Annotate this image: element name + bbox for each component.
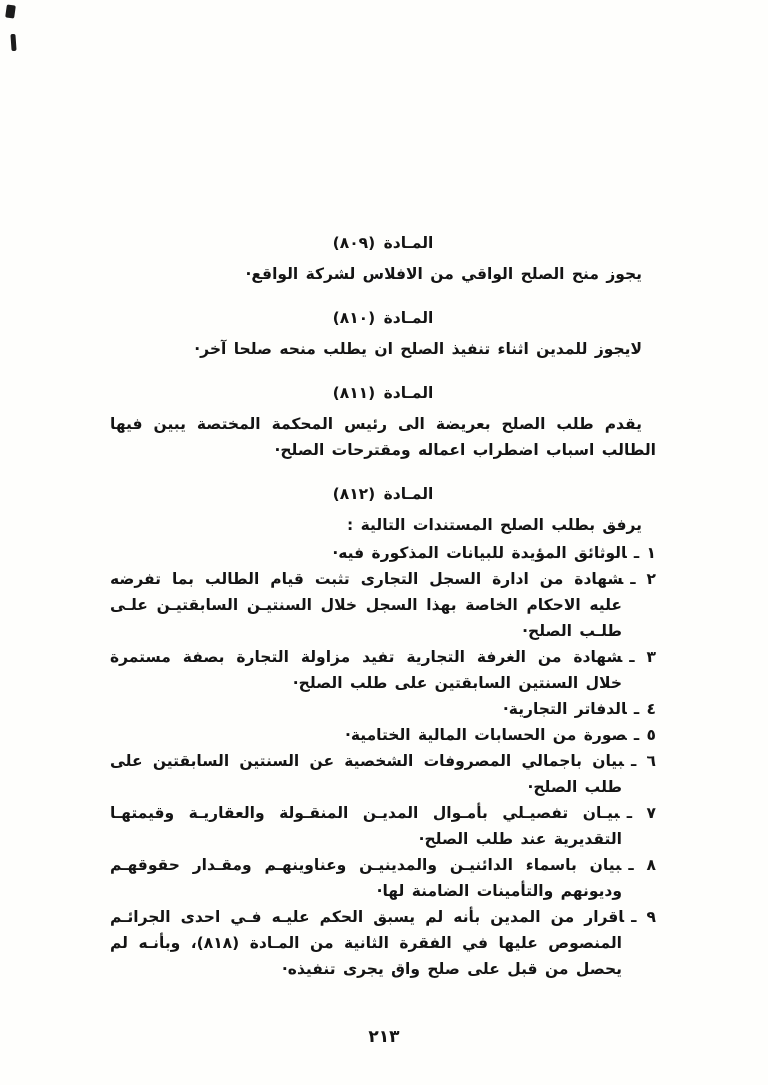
list-item <box>110 696 656 722</box>
list-item <box>110 748 656 800</box>
list-item-number: ٦ ـ <box>630 752 656 770</box>
list-item-number: ٥ ـ <box>633 726 656 744</box>
list-item <box>110 722 656 748</box>
list-item-number: ٣ ـ <box>629 648 656 666</box>
list-item-number: ٩ ـ <box>631 908 656 926</box>
article-paragraph: يجوز منح الصلح الواقي من الافلاس لشركة الواقع· <box>245 265 642 283</box>
list-item-text: الدفاتر التجارية· <box>502 700 627 718</box>
article-heading: المـادة (٨١٢) <box>332 485 434 503</box>
list-item <box>110 644 656 696</box>
list-item-text: بيان باجمالي المصروفات الشخصية عن السنتين السابقتين على طلب الصلح· <box>110 752 624 796</box>
article-811 <box>110 384 656 463</box>
list-item <box>110 566 656 644</box>
article-810 <box>110 309 656 362</box>
list-item <box>110 904 656 982</box>
page-content <box>110 234 656 1004</box>
list-item-number: ١ ـ <box>633 544 656 562</box>
scan-artifact <box>10 34 16 51</box>
article-809 <box>110 234 656 287</box>
list-item-number: ٧ ـ <box>626 804 656 822</box>
article-812 <box>110 485 656 982</box>
list-item-text: شهادة من الغرفة التجارية تفيد مزاولة التجارة بصفة مستمرة خلال السنتين السابقتين على طلب الصلح· <box>110 648 623 692</box>
list-item <box>110 852 656 904</box>
list-item-text: بيان باسماء الدائنيـن والمدينيـن وعناوينهـم ومقـدار حقوقهـم وديونهم والتأمينات الضامنة لها· <box>110 856 622 900</box>
scan-artifact <box>5 4 16 18</box>
article-heading: المـادة (٨١٠) <box>332 309 434 327</box>
list-item-text: شهادة من ادارة السجل التجارى تثبت قيام الطالب بما تفرضه عليه الاحكام الخاصة بهذا السجل خلال السنتيـن السابقتيـن علـى طلـب الصلح· <box>110 570 624 640</box>
list-item-text: اقرار من المدين بأنه لم يسبق الحكم عليـه فـي احدى الجرائـم المنصوص عليها في الفقرة الثانية من المـادة (٨١٨)، وبأنـه لم يحصل من قبل على صلح واق يجرى تنفيذه· <box>110 908 625 978</box>
article-paragraph: يقدم طلب الصلح بعريضة الى رئيس المحكمة المختصة يبين فيها الطالب اسباب اضطراب اعماله ومقترحات الصلح· <box>110 415 656 459</box>
list-item <box>110 540 656 566</box>
list-item-text: بيـان تفصيـلي بأمـوال المديـن المنقـولة والعقاريـة وقيمتهـا التقديرية عند طلب الصلح· <box>110 804 622 848</box>
article-paragraph: لايجوز للمدين اثناء تنفيذ الصلح ان يطلب منحه صلحا آخر· <box>194 340 642 358</box>
list-item <box>110 800 656 852</box>
list-item-text: الوثائق المؤيدة للبيانات المذكورة فيه· <box>332 544 627 562</box>
list-item-number: ٤ ـ <box>633 700 656 718</box>
article-heading: المـادة (٨٠٩) <box>332 234 434 252</box>
list-item-number: ٢ ـ <box>630 570 656 588</box>
article-heading: المـادة (٨١١) <box>332 384 434 402</box>
page-number: ٢١٣ <box>368 1027 400 1047</box>
article-paragraph: يرفق بطلب الصلح المستندات التالية : <box>347 516 642 534</box>
required-documents-list <box>110 540 656 982</box>
list-item-number: ٨ ـ <box>628 856 656 874</box>
list-item-text: صورة من الحسابات المالية الختامية· <box>344 726 627 744</box>
